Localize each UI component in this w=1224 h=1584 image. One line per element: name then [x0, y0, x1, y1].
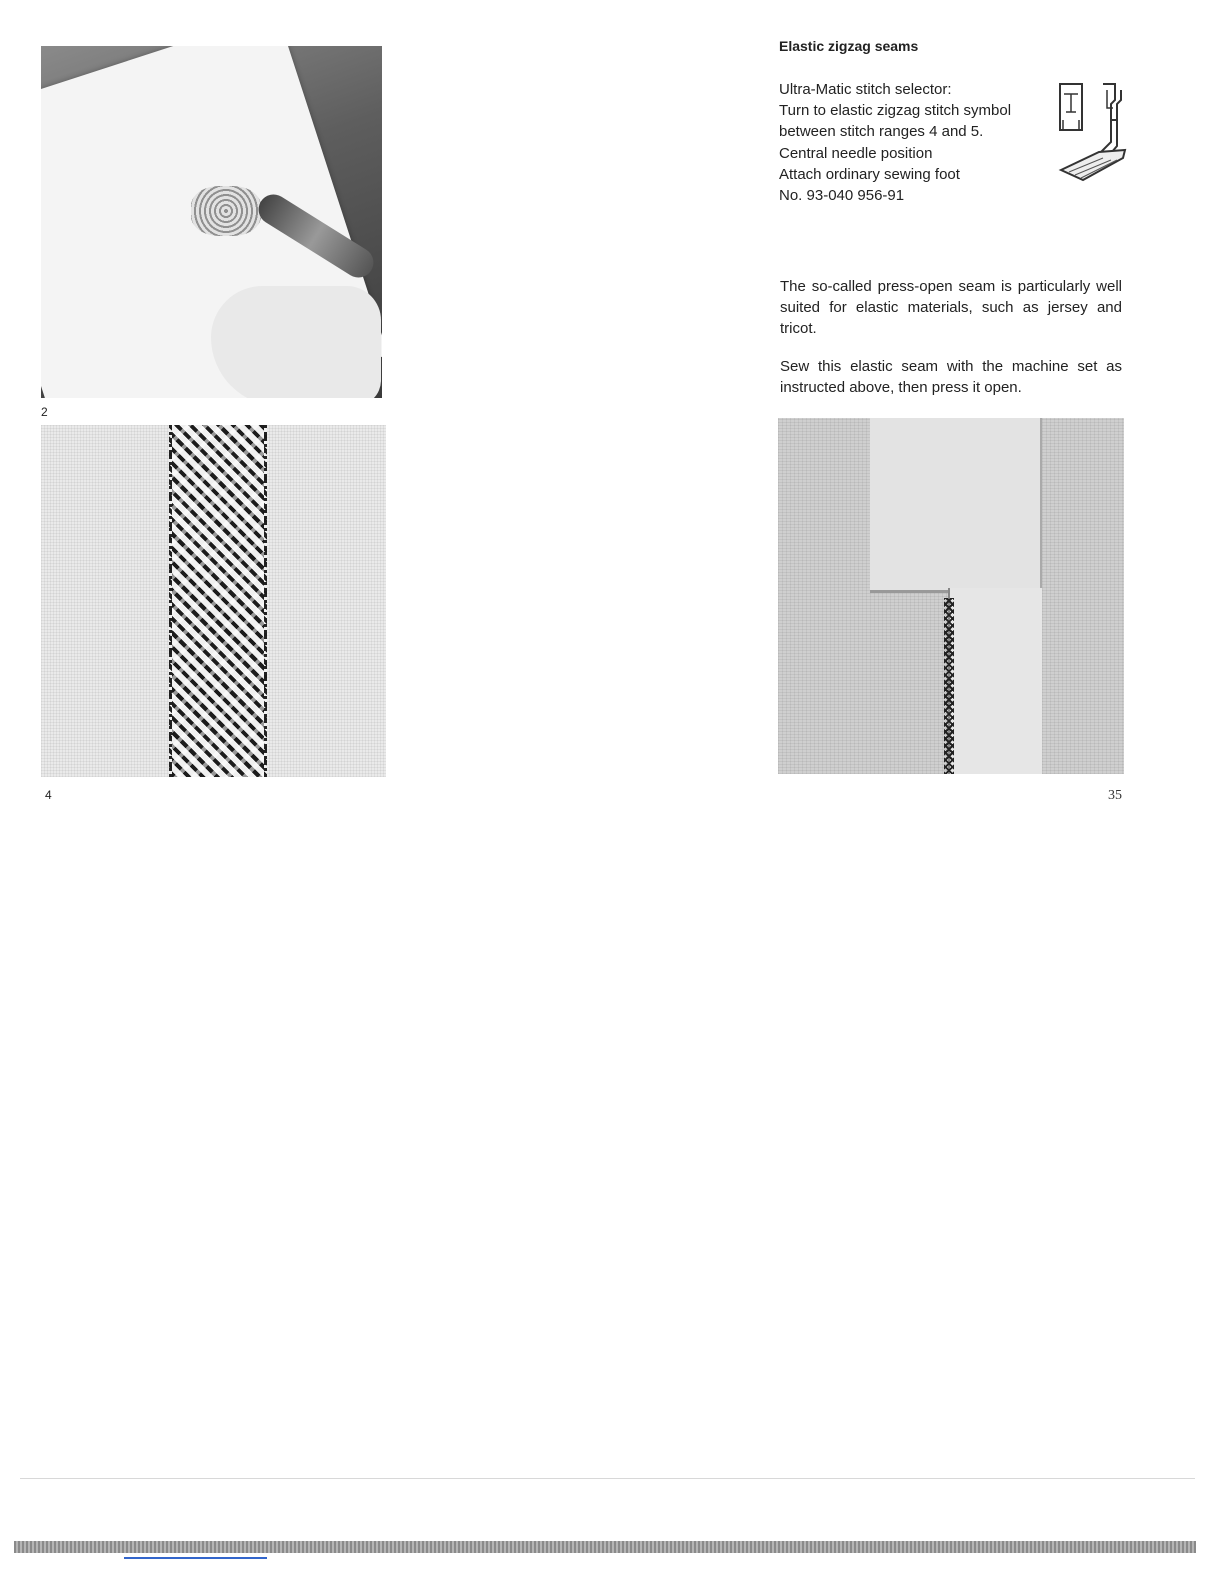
lace-trimming-photo: [41, 46, 382, 398]
sewing-foot-icon: [1055, 80, 1127, 190]
link-underline[interactable]: [124, 1557, 267, 1559]
lace-insertion-photo: [41, 425, 386, 777]
scan-border: [14, 1541, 1196, 1553]
paragraph-sew-instructions: Sew this elastic seam with the machine set as instructed above, then press it open.: [780, 358, 1122, 396]
instruction-line: No. 93-040 956-91: [779, 187, 905, 204]
instruction-line: Ultra-Matic stitch selector:: [779, 81, 952, 98]
figure-number-bottom: 4: [45, 788, 52, 802]
lace-band: [169, 425, 267, 777]
page-number: 35: [1108, 788, 1122, 803]
instruction-line: between stitch ranges 4 and 5.: [779, 123, 984, 140]
instruction-line: Turn to elastic zigzag stitch symbol: [779, 102, 1012, 119]
divider: [20, 1478, 1195, 1479]
instruction-line: Central needle position: [779, 145, 933, 162]
instruction-line: Attach ordinary sewing foot: [779, 166, 960, 183]
figure-number-top: 2: [41, 405, 48, 419]
section-heading: Elastic zigzag seams: [779, 38, 919, 54]
paragraph-press-open-seam: The so-called press-open seam is particularly well suited for elastic materials, such as jersey and tricot.: [780, 278, 1122, 337]
press-open-seam-photo: [778, 418, 1124, 774]
zigzag-stitch-line: [944, 598, 954, 774]
